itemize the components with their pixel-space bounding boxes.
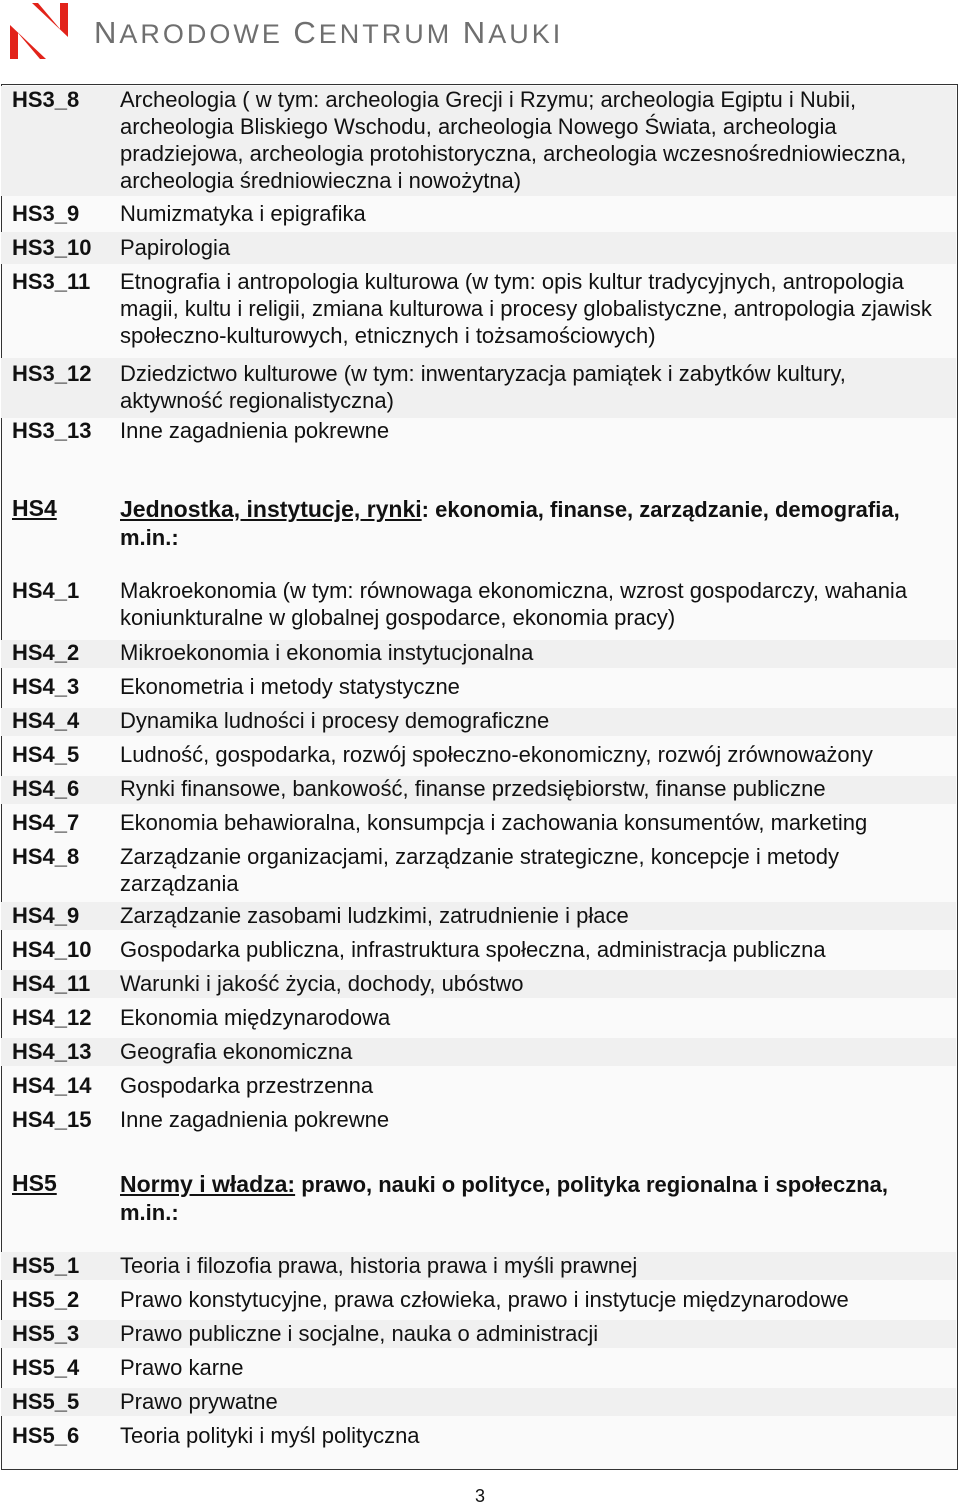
- item-code: HS4_14: [12, 1073, 92, 1098]
- org-name: NARODOWE CENTRUM NAUKI: [94, 15, 564, 50]
- item-code: HS5_1: [12, 1253, 80, 1278]
- item-code: HS3_12: [12, 361, 92, 386]
- item-description: Inne zagadnienia pokrewne: [120, 418, 390, 443]
- item-description: Prawo publiczne i socjalne, nauka o administracji: [120, 1321, 599, 1346]
- item-description: Ekonomia międzynarodowa: [120, 1005, 391, 1030]
- item-description: Zarządzanie organizacjami, zarządzanie strategiczne, koncepcje i metody zarządzania: [120, 844, 840, 896]
- ncn-logo-icon: [10, 3, 68, 59]
- item-code: HS3_9: [12, 201, 80, 226]
- item-description: Etnografia i antropologia kulturowa (w tym: opis kultur tradycyjnych, antropologia magii, kultu i religii, zmiana kulturowa i procesy globalistyczne, antropologia zjawisk społeczno-kulturowych, etnicznych i tożsamościowych): [120, 269, 932, 348]
- item-code: HS3_13: [12, 418, 92, 443]
- item-description: Ludność, gospodarka, rozwój społeczno-ekonomiczny, rozwój zrównoważony: [120, 742, 873, 767]
- item-description: Teoria i filozofia prawa, historia prawa i myśli prawnej: [120, 1253, 638, 1278]
- section-title-main: Jednostka, instytucje, rynki: [120, 496, 422, 522]
- section-title: [120, 495, 950, 552]
- item-code: HS5_5: [12, 1389, 80, 1414]
- item-description: Archeologia ( w tym: archeologia Grecji i Rzymu; archeologia Egiptu i Nubii, archeologia Bliskiego Wschodu, archeologia Nowego Świata, archeologia pradziejowa, archeologia protohistoryczna, archeologia wczesnośredniowieczna, archeologia średniowieczna i nowożytna): [120, 87, 907, 193]
- item-description: Gospodarka publiczna, infrastruktura społeczna, administracja publiczna: [120, 937, 826, 962]
- item-description: Ekonomia behawioralna, konsumpcja i zachowania konsumentów, marketing: [120, 810, 868, 835]
- item-description: Dziedzictwo kulturowe (w tym: inwentaryzacja pamiątek i zabytków kultury, aktywność regionalistyczna): [120, 361, 846, 413]
- item-description: Numizmatyka i epigrafika: [120, 201, 366, 226]
- item-code: HS3_8: [12, 87, 80, 112]
- item-code: HS4_8: [12, 844, 80, 869]
- item-description: Rynki finansowe, bankowość, finanse przedsiębiorstw, finanse publiczne: [120, 776, 826, 801]
- section-title-rest: prawo, nauki o polityce, polityka regionalna i społeczna, m.in.:: [120, 1172, 889, 1225]
- item-code: HS4_10: [12, 937, 92, 962]
- page-number: 3: [474, 1486, 485, 1506]
- item-description: Teoria polityki i myśl polityczna: [120, 1423, 420, 1448]
- item-code: HS4_2: [12, 640, 80, 665]
- item-code: HS4_15: [12, 1107, 92, 1132]
- item-description: Ekonometria i metody statystyczne: [120, 674, 460, 699]
- section-code: HS5: [12, 1170, 57, 1196]
- item-code: HS4_12: [12, 1005, 92, 1030]
- item-description: Prawo karne: [120, 1355, 244, 1380]
- item-code: HS4_6: [12, 776, 80, 801]
- item-code: HS4_5: [12, 742, 80, 767]
- item-code: HS3_11: [12, 269, 91, 294]
- item-code: HS5_4: [12, 1355, 80, 1380]
- section-code: HS4: [12, 495, 57, 521]
- section-title-main: Normy i władza:: [120, 1171, 296, 1197]
- item-code: HS4_7: [12, 810, 80, 835]
- section-title: [120, 1170, 950, 1227]
- item-description: Warunki i jakość życia, dochody, ubóstwo: [120, 971, 524, 996]
- item-code: HS4_9: [12, 903, 80, 928]
- section-title-rest: : ekonomia, finanse, zarządzanie, demografia, m.in.:: [120, 497, 900, 550]
- item-code: HS5_6: [12, 1423, 80, 1448]
- item-description: Prawo konstytucyjne, prawa człowieka, prawo i instytucje międzynarodowe: [120, 1287, 849, 1312]
- item-code: HS4_3: [12, 674, 80, 699]
- item-code: HS4_13: [12, 1039, 92, 1064]
- item-description: Mikroekonomia i ekonomia instytucjonalna: [120, 640, 534, 665]
- item-description: Inne zagadnienia pokrewne: [120, 1107, 390, 1132]
- item-code: HS3_10: [12, 235, 92, 260]
- item-description: Makroekonomia (w tym: równowaga ekonomiczna, wzrost gospodarczy, wahania koniunkturalne w globalnej gospodarce, ekonomia pracy): [120, 578, 908, 630]
- item-description: Gospodarka przestrzenna: [120, 1073, 374, 1098]
- item-code: HS4_4: [12, 708, 80, 733]
- item-code: HS5_2: [12, 1287, 80, 1312]
- item-code: HS4_1: [12, 578, 80, 603]
- item-description: Prawo prywatne: [120, 1389, 278, 1414]
- item-description: Zarządzanie zasobami ludzkimi, zatrudnienie i płace: [120, 903, 629, 928]
- page-header: [0, 0, 960, 62]
- item-description: Dynamika ludności i procesy demograficzne: [120, 708, 550, 733]
- item-code: HS5_3: [12, 1321, 80, 1346]
- item-description: Geografia ekonomiczna: [120, 1039, 353, 1064]
- item-description: Papirologia: [120, 235, 231, 260]
- item-code: HS4_11: [12, 971, 91, 996]
